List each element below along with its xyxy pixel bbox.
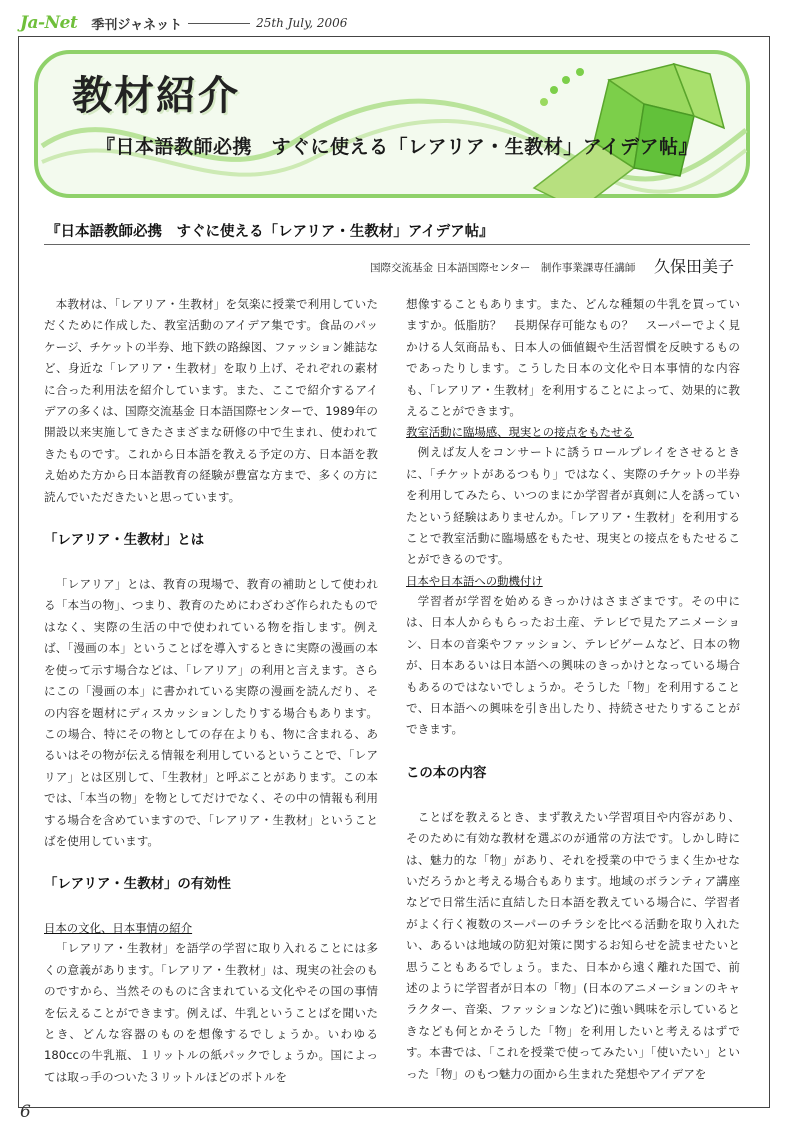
right-column	[406, 294, 740, 1085]
subheading-realism: 教室活動に臨場感、現実との接点をもたせる	[406, 425, 634, 440]
subheading-culture: 日本の文化、日本事情の紹介	[44, 921, 193, 936]
heading-book-content: この本の内容	[406, 765, 487, 781]
subheading-motivation: 日本や日本語への動機付け	[406, 573, 543, 588]
author-affiliation: 国際交流基金 日本語国際センター 制作事業課専任講師	[370, 262, 636, 274]
author-name: 久保田美子	[654, 257, 735, 276]
book-content-paragraph: ことばを教えるとき、まず教えたい学習項目や内容があり、そのために有効な教材を選ぶのが通常の方法です。しかし時には、魅力的な「物」があり、それを授業の中でうまく生かせないだろうかと考える場合もあります。地域のボランティア講座などで日常生活に直結した日本語を教えている場合に、学習者がよく行く複数のスーパーのチラシを比べる活動を取り入れたい、あるいは地域の防犯対策に関するお知らせを読ませたいと思うこともあるでしょう。また、日本から遠く離れた国で、前述のように学習者が日本の「物」(日本のアニメーションのキャラクター、音楽、ファッションなど)に強い興味を示しているときなども何とかそうした「物」を利用したいと考えるはずです。本書では、「これを授業で使ってみたい」「使いたい」といった「物」のもつ魅力の面から生まれた発想やアイデアを	[406, 809, 740, 1081]
culture-paragraph-continued: 想像することもあります。また、どんな種類の牛乳を買っていますか。低脂肪？ 長期保存可能なもの？ スーパーでよく見かける人気商品も、日本人の価値観や生活習慣を反映するものであったりします。こうした日本の文化や日本事情的な内容も、「レアリア・生教材」を利用することによって、効果的に教えることができます。	[406, 297, 740, 419]
left-column	[44, 294, 378, 1088]
page-number: 6	[20, 1102, 31, 1122]
heading-effectiveness: 「レアリア・生教材」の有効性	[44, 877, 231, 893]
motivation-paragraph: 学習者が学習を始めるきっかけはさまざまです。その中には、日本人からもらったお土産、テレビで見たアニメーション、日本の音楽やファッション、テレビゲームなど、日本の物が、日本あるいは日本語への興味のきっかけとなっている場合もあるのではないでしょうか。そうした「物」を利用することで、日本語への興味を引き出したり、持続させたりすることができます。	[406, 593, 740, 737]
what-is-realia-paragraph: 「レアリア」とは、教育の現場で、教育の補助として使われる「本当の物」、つまり、教育のためにわざわざ作られたものではなく、実際の生活の中で使われている物を指します。例えば、「漫画の本」ということばを導入するときに実際の漫画の本を使って示す場合などは、「レアリア」の利用と言えます。さらにこの「漫画の本」に書かれている実際の漫画を読んだり、その内容を題材にディスカッションしたりする場合もあります。この場合、特にその物としての存在よりも、物に含まれる、あるいはその物が伝える情報を利用しているということで、「レアリア」とは区別して、「生教材」と呼ぶことがあります。この本では、「本当の物」を物としてだけでなく、その中の情報も利用する場合を含めていますので、「レアリア・生教材」ということばを使用しています。	[44, 577, 378, 848]
magazine-name: 季刊ジャネット	[91, 17, 183, 33]
header-rule	[188, 23, 250, 24]
section-title: 教材紹介	[72, 73, 240, 119]
realism-paragraph: 例えば友人をコンサートに誘うロールプレイをさせるときに、「チケットがあるつもり」ではなく、実際のチケットの半券を利用してみたら、いつのまにか学習者が真剣に人を誘っていたという経験はありませんか。「レアリア・生教材」を利用することで教室活動に臨場感をもたせ、現実との接点をもたせることができるのです。	[406, 445, 740, 567]
running-header	[20, 12, 347, 34]
banner-subtitle: 『日本語教師必携 すぐに使える「レアリア・生教材」アイデア帖』	[96, 136, 699, 158]
title-rule	[44, 244, 750, 245]
heading-what-is-realia: 「レアリア・生教材」とは	[44, 533, 205, 549]
issue-date: 25th July, 2006	[256, 16, 348, 30]
ja-net-logo: Ja-Net	[20, 13, 78, 33]
culture-paragraph: 「レアリア・生教材」を語学の学習に取り入れることには多くの意義があります。「レアリア・生教材」は、現実の社会のものですから、当然そのものに含まれている文化やその国の事情を伝えることができます。例えば、牛乳ということばを聞いたとき、どんな容器のものを想像するでしょうか。いわゆる180ccの牛乳瓶、１リットルの紙パックでしょうか。国によっては取っ手のついた３リットルほどのボトルを	[44, 941, 378, 1084]
intro-paragraph: 本教材は、「レアリア・生教材」を気楽に授業で利用していただくために作成した、教室活動のアイデア集です。食品のパッケージ、チケットの半券、地下鉄の路線図、ファッション雑誌など、身近な「レアリア・生教材」を取り上げ、それぞれの素材に合った利用法を紹介しています。また、ここで紹介するアイデアの多くは、国際交流基金 日本語国際センターで、1989年の開設以来実施してきたさまざまな研修の中で生まれ、使われてきたものです。これから日本語を教える予定の方、日本語を教え始めた方から日本語教育の経験が豊富な方まで、多くの方に読んでいただきたいと思っています。	[44, 297, 378, 504]
article-title: 『日本語教師必携 すぐに使える「レアリア・生教材」アイデア帖』	[46, 224, 494, 240]
